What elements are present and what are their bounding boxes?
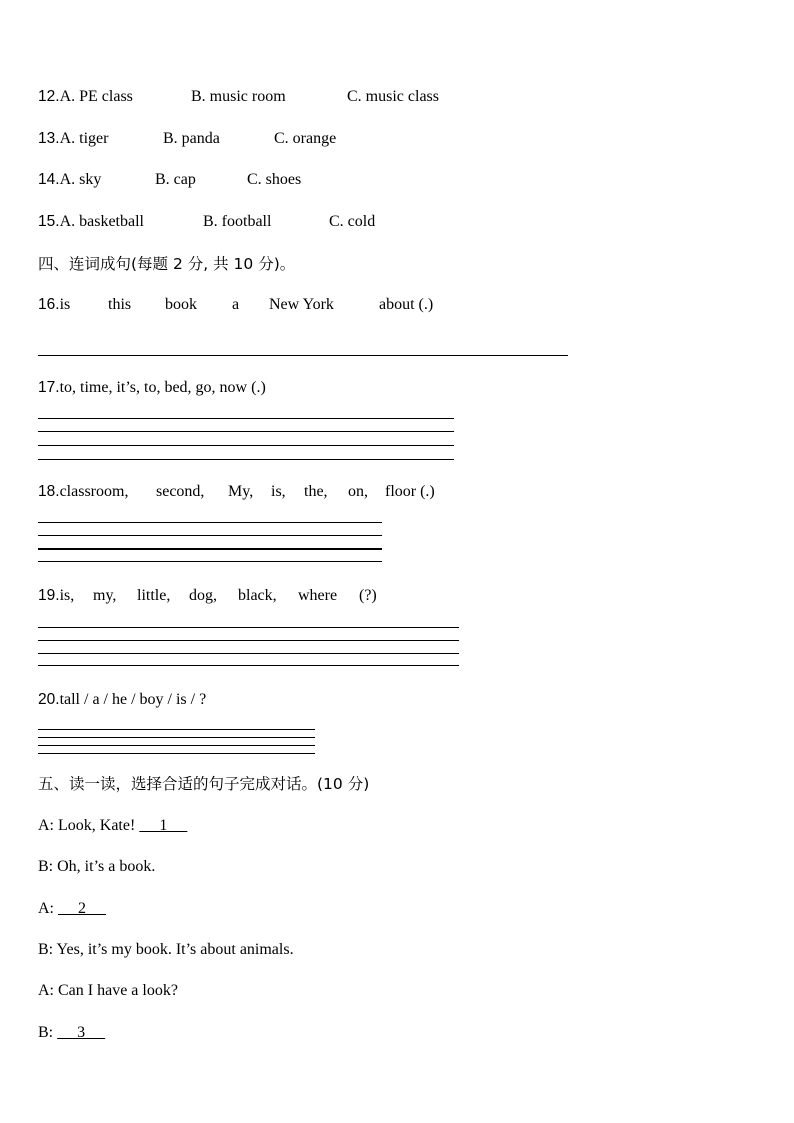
option-a: A. basketball <box>59 213 144 230</box>
section-5-heading: 五、读一读，选择合适的句子完成对话。(10 分) <box>38 775 370 793</box>
question-19 <box>38 586 377 606</box>
option-a: A. tiger <box>59 130 109 147</box>
word: floor (.) <box>385 483 435 500</box>
word: is <box>59 296 71 313</box>
dialogue-line-1 <box>38 816 187 836</box>
word: is, <box>59 587 75 604</box>
speaker: B: <box>38 858 54 875</box>
speaker: A: <box>38 982 54 999</box>
answer-line <box>38 535 382 536</box>
answer-line <box>38 522 382 523</box>
dialogue-text: Oh, it’s a book. <box>57 858 156 875</box>
option-c: C. shoes <box>247 171 302 188</box>
question-number: 17. <box>38 379 60 396</box>
answer-line <box>38 653 459 654</box>
answer-line <box>38 459 454 460</box>
question-12 <box>38 87 439 107</box>
word: book <box>165 296 197 313</box>
option-a: A. sky <box>59 171 102 188</box>
word: second, <box>156 483 205 500</box>
dialogue-line-4 <box>38 940 294 960</box>
answer-blank[interactable]: 2 <box>58 900 106 917</box>
dialogue-text: Look, Kate! <box>58 817 136 834</box>
question-number: 15. <box>38 213 60 230</box>
answer-line <box>38 548 382 550</box>
dialogue-line-5 <box>38 981 178 1001</box>
word: a <box>232 296 240 313</box>
question-16 <box>38 295 434 315</box>
answer-blank[interactable]: 3 <box>57 1024 106 1041</box>
option-c: C. cold <box>329 213 376 230</box>
question-number: 19. <box>38 587 60 604</box>
question-17 <box>38 378 266 398</box>
option-a: A. PE class <box>59 88 133 105</box>
word-list: tall / a / he / boy / is / ? <box>59 691 207 708</box>
question-number: 13. <box>38 130 60 147</box>
option-b: B. football <box>203 213 272 230</box>
answer-line <box>38 745 315 746</box>
answer-line <box>38 445 454 446</box>
speaker: B: <box>38 1024 54 1041</box>
question-number: 12. <box>38 88 60 105</box>
question-20 <box>38 690 206 710</box>
answer-line <box>38 665 459 666</box>
answer-line <box>38 561 382 562</box>
word: dog, <box>189 587 217 604</box>
option-c: C. music class <box>347 88 439 105</box>
word: my, <box>93 587 117 604</box>
word-list: to, time, it’s, to, bed, go, now (.) <box>59 379 266 396</box>
word: about (.) <box>379 296 434 313</box>
word: (?) <box>359 587 377 604</box>
speaker: B: <box>38 941 54 958</box>
word: on, <box>348 483 368 500</box>
question-number: 20. <box>38 691 60 708</box>
dialogue-line-2 <box>38 857 155 877</box>
speaker: A: <box>38 817 54 834</box>
question-number: 16. <box>38 296 60 313</box>
word: New York <box>269 296 334 313</box>
answer-line <box>38 737 315 738</box>
dialogue-text: Yes, it’s my book. It’s about animals. <box>56 941 294 958</box>
dialogue-text: Can I have a look? <box>58 982 178 999</box>
answer-line <box>38 431 454 432</box>
word: My, <box>228 483 254 500</box>
question-15 <box>38 212 376 232</box>
question-18 <box>38 482 435 502</box>
word: the, <box>304 483 328 500</box>
word: where <box>298 587 338 604</box>
word: is, <box>271 483 286 500</box>
word: this <box>108 296 132 313</box>
option-c: C. orange <box>274 130 337 147</box>
answer-line <box>38 418 454 419</box>
question-number: 18. <box>38 483 60 500</box>
dialogue-line-6 <box>38 1023 105 1043</box>
answer-line <box>38 627 459 628</box>
answer-line <box>38 753 315 754</box>
option-b: B. music room <box>191 88 286 105</box>
word: classroom, <box>59 483 129 500</box>
option-b: B. cap <box>155 171 196 188</box>
question-13 <box>38 129 337 149</box>
question-14 <box>38 170 302 190</box>
speaker: A: <box>38 900 54 917</box>
option-b: B. panda <box>163 130 220 147</box>
answer-line <box>38 640 459 641</box>
answer-line <box>38 729 315 730</box>
section-4-heading: 四、连词成句(每题 2 分, 共 10 分)。 <box>38 255 296 273</box>
word: black, <box>238 587 277 604</box>
dialogue-line-3 <box>38 899 106 919</box>
answer-blank[interactable]: 1 <box>139 817 188 834</box>
answer-line <box>38 355 568 356</box>
question-number: 14. <box>38 171 60 188</box>
word: little, <box>137 587 171 604</box>
